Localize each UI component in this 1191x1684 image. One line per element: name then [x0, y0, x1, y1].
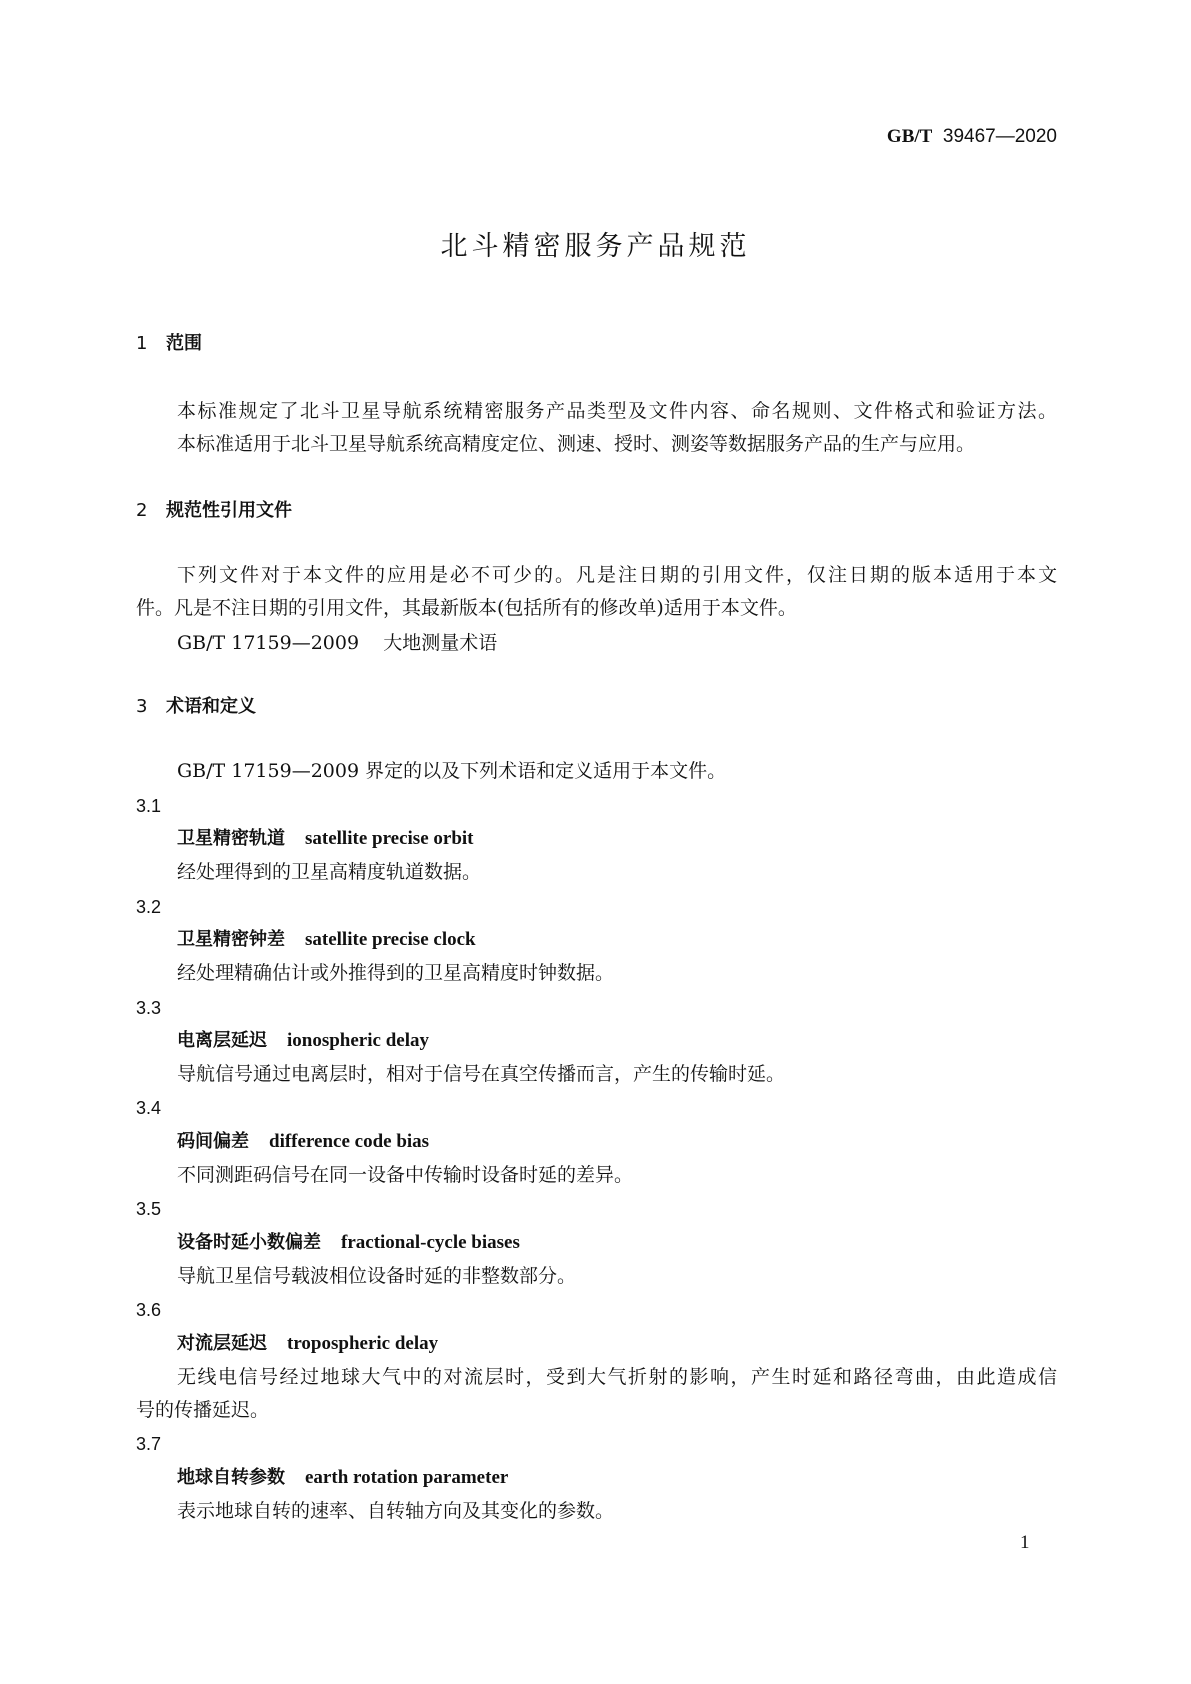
term-number: 3.5	[136, 1199, 162, 1219]
standard-number: 39467—2020	[942, 126, 1057, 147]
term-zh: 电离层延迟	[177, 1030, 267, 1051]
term-entry	[177, 1029, 429, 1053]
term-en: ionospheric delay	[287, 1030, 429, 1051]
term-en: satellite precise clock	[305, 929, 476, 950]
term-zh: 设备时延小数偏差	[177, 1232, 321, 1253]
term-definition: 表示地球自转的速率、自转轴方向及其变化的参数。	[177, 1500, 615, 1522]
term-entry	[177, 928, 476, 952]
standard-prefix: GB/T	[886, 126, 933, 147]
term-entry	[177, 1130, 429, 1154]
term-zh: 地球自转参数	[177, 1467, 285, 1488]
term-number: 3.3	[136, 998, 162, 1018]
standard-code	[887, 125, 1057, 149]
paragraph-line: 本标准规定了北斗卫星导航系统精密服务产品类型及文件内容、命名规则、文件格式和验证方法。	[177, 400, 1057, 422]
paragraph-line: 下列文件对于本文件的应用是必不可少的。凡是注日期的引用文件，仅注日期的版本适用于本文	[177, 564, 1057, 586]
term-definition: 无线电信号经过地球大气中的对流层时，受到大气折射的影响，产生时延和路径弯曲，由此造成信	[177, 1366, 1057, 1388]
term-definition: 不同测距码信号在同一设备中传输时设备时延的差异。	[177, 1164, 634, 1186]
term-en: earth rotation parameter	[305, 1467, 509, 1488]
paragraph-line: 本标准适用于北斗卫星导航系统高精度定位、测速、授时、测姿等数据服务产品的生产与应用。	[177, 433, 976, 455]
section-number: 1	[136, 333, 148, 354]
term-en: tropospheric delay	[287, 1333, 439, 1354]
term-definition: 导航卫星信号载波相位设备时延的非整数部分。	[177, 1265, 577, 1287]
term-en: difference code bias	[269, 1131, 430, 1152]
section-title: 术语和定义	[166, 696, 256, 717]
term-definition: 经处理得到的卫星高精度轨道数据。	[177, 861, 482, 883]
section-number: 3	[136, 696, 148, 717]
term-en: satellite precise orbit	[305, 828, 474, 849]
section-heading-3	[136, 695, 256, 719]
term-entry	[177, 1332, 438, 1356]
document-title: 北斗精密服务产品规范	[440, 231, 751, 262]
term-number: 3.1	[136, 796, 162, 816]
term-zh: 卫星精密轨道	[177, 828, 285, 849]
term-zh: 对流层延迟	[177, 1333, 267, 1354]
term-definition: 经处理精确估计或外推得到的卫星高精度时钟数据。	[177, 962, 615, 984]
term-number: 3.7	[136, 1434, 162, 1454]
section-heading-2	[136, 499, 292, 523]
section-title: 规范性引用文件	[166, 500, 292, 521]
section-heading-1	[136, 332, 202, 356]
term-entry	[177, 1231, 520, 1255]
section-number: 2	[136, 500, 148, 521]
term-en: fractional-cycle biases	[341, 1232, 520, 1253]
term-number: 3.6	[136, 1300, 162, 1320]
paragraph-line: 件。凡是不注日期的引用文件，其最新版本(包括所有的修改单)适用于本文件。	[136, 597, 797, 619]
term-number: 3.2	[136, 897, 162, 917]
term-zh: 码间偏差	[177, 1131, 249, 1152]
term-number: 3.4	[136, 1098, 162, 1118]
reference-name: 大地测量术语	[383, 632, 498, 654]
term-entry	[177, 1466, 508, 1490]
reference-code: GB/T 17159—2009	[177, 632, 360, 654]
normative-reference	[177, 631, 497, 655]
term-zh: 卫星精密钟差	[177, 929, 285, 950]
term-entry	[177, 827, 474, 851]
term-definition: 导航信号通过电离层时，相对于信号在真空传播而言，产生的传输时延。	[177, 1063, 786, 1085]
paragraph-line: GB/T 17159—2009 界定的以及下列术语和定义适用于本文件。	[177, 760, 727, 782]
section-title: 范围	[166, 333, 202, 354]
term-definition: 号的传播延迟。	[136, 1399, 270, 1421]
page-number: 1	[1020, 1532, 1030, 1553]
